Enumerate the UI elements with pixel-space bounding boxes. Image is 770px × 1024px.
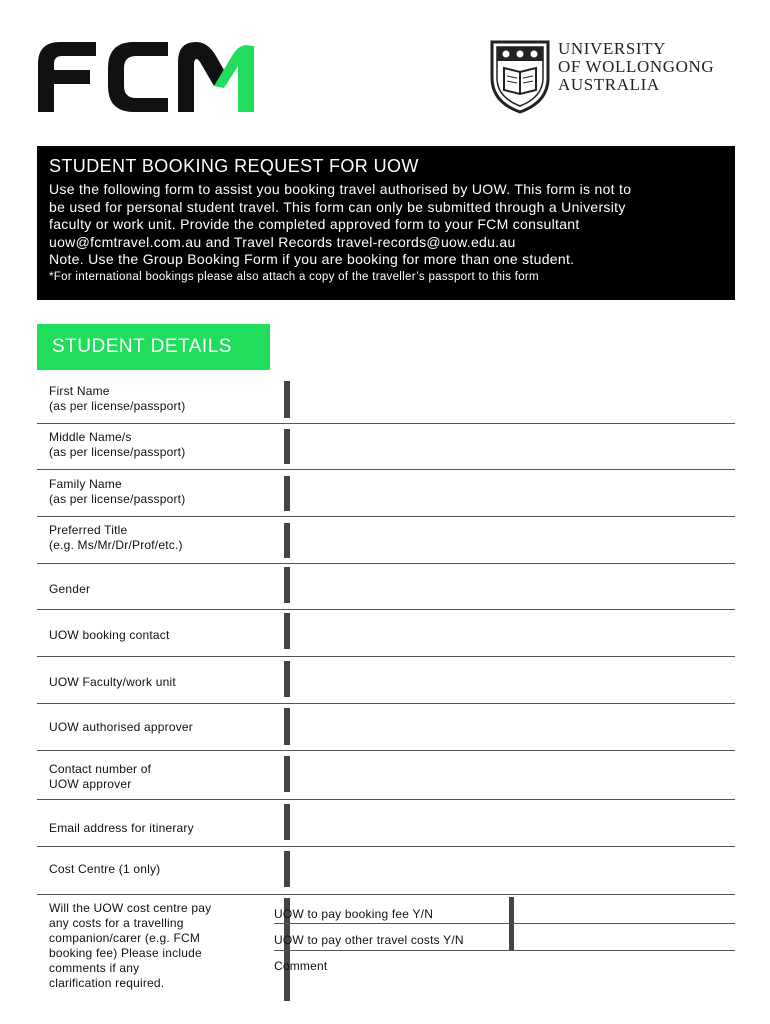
uow-wordmark xyxy=(558,40,714,94)
field-label: Contact number of UOW approver xyxy=(49,762,152,791)
intro-line-5: Note. Use the Group Booking Form if you are booking for more than one student. xyxy=(49,251,575,267)
email-input[interactable] xyxy=(299,800,735,845)
faculty-input[interactable] xyxy=(299,657,735,702)
booking-contact-input[interactable] xyxy=(299,610,735,655)
field-booking-contact xyxy=(37,610,735,657)
field-label: UOW authorised approver xyxy=(49,720,193,734)
comment-input[interactable] xyxy=(274,975,735,999)
uow-line-2: OF WOLLONGONG xyxy=(558,57,715,76)
field-label: Family Name (as per license/passport) xyxy=(49,477,186,506)
form-title: STUDENT BOOKING REQUEST FOR UOW xyxy=(49,156,419,176)
uow-line-1: UNIVERSITY xyxy=(558,39,666,58)
other-costs-label: UOW to pay other travel costs Y/N xyxy=(274,933,464,947)
field-gender xyxy=(37,564,735,610)
booking-fee-label: UOW to pay booking fee Y/N xyxy=(274,907,434,921)
field-label: Preferred Title (e.g. Ms/Mr/Dr/Prof/etc.) xyxy=(49,523,183,552)
field-label: Email address for itinerary xyxy=(49,821,194,835)
field-label: First Name (as per license/passport) xyxy=(49,384,186,413)
family-name-input[interactable] xyxy=(299,470,735,515)
field-label: Cost Centre (1 only) xyxy=(49,862,161,876)
field-label: Gender xyxy=(49,582,91,596)
field-preferred-title xyxy=(37,517,735,564)
other-costs-row xyxy=(274,924,735,951)
middle-name-input[interactable] xyxy=(299,424,735,468)
field-label: UOW Faculty/work unit xyxy=(49,675,176,689)
comment-row xyxy=(274,951,735,1001)
gender-input[interactable] xyxy=(299,564,735,608)
booking-fee-row xyxy=(274,897,735,924)
cost-centre-input[interactable] xyxy=(299,847,735,893)
uow-crest-icon xyxy=(488,38,552,114)
intro-line-2: be used for personal student travel. This form can only be submitted through a University xyxy=(49,198,626,215)
booking-fee-input[interactable] xyxy=(519,897,735,922)
uow-logo xyxy=(488,38,738,114)
field-approver-contact xyxy=(37,751,735,800)
intro-line-1: Use the following form to assist you booking travel authorised by UOW. This form is not to xyxy=(49,181,632,197)
field-family-name xyxy=(37,470,735,517)
student-details-heading: STUDENT DETAILS xyxy=(37,324,270,370)
field-faculty xyxy=(37,657,735,704)
intro-line-4: uow@fcmtravel.com.au and Travel Records travel-records@uow.edu.au xyxy=(49,233,516,250)
field-email xyxy=(37,800,735,847)
intro-line-3: faculty or work unit. Provide the completed approved form to your FCM consultant xyxy=(49,216,580,232)
uow-line-3: AUSTRALIA xyxy=(558,75,660,94)
approver-contact-input[interactable] xyxy=(299,751,735,798)
intro-panel xyxy=(37,146,735,300)
preferred-title-input[interactable] xyxy=(299,517,735,562)
approver-input[interactable] xyxy=(299,704,735,749)
comment-label: Comment xyxy=(274,959,328,973)
first-name-input[interactable] xyxy=(299,377,735,422)
field-label: Middle Name/s (as per license/passport) xyxy=(49,430,186,459)
field-label: UOW booking contact xyxy=(49,628,170,642)
fcm-logo xyxy=(38,42,254,112)
field-middle-name xyxy=(37,424,735,470)
field-approver xyxy=(37,704,735,751)
passport-note: *For international bookings please also attach a copy of the traveller’s passport to this form xyxy=(49,270,539,283)
field-cost-centre xyxy=(37,847,735,895)
field-cost-centre-pay xyxy=(37,895,735,1005)
field-first-name xyxy=(37,377,735,424)
other-costs-input[interactable] xyxy=(519,924,735,949)
cost-question-label: Will the UOW cost centre pay any costs for a travelling companion/carer (e.g. FCM booking fee) Please include comments if any clarification required. xyxy=(49,901,212,990)
